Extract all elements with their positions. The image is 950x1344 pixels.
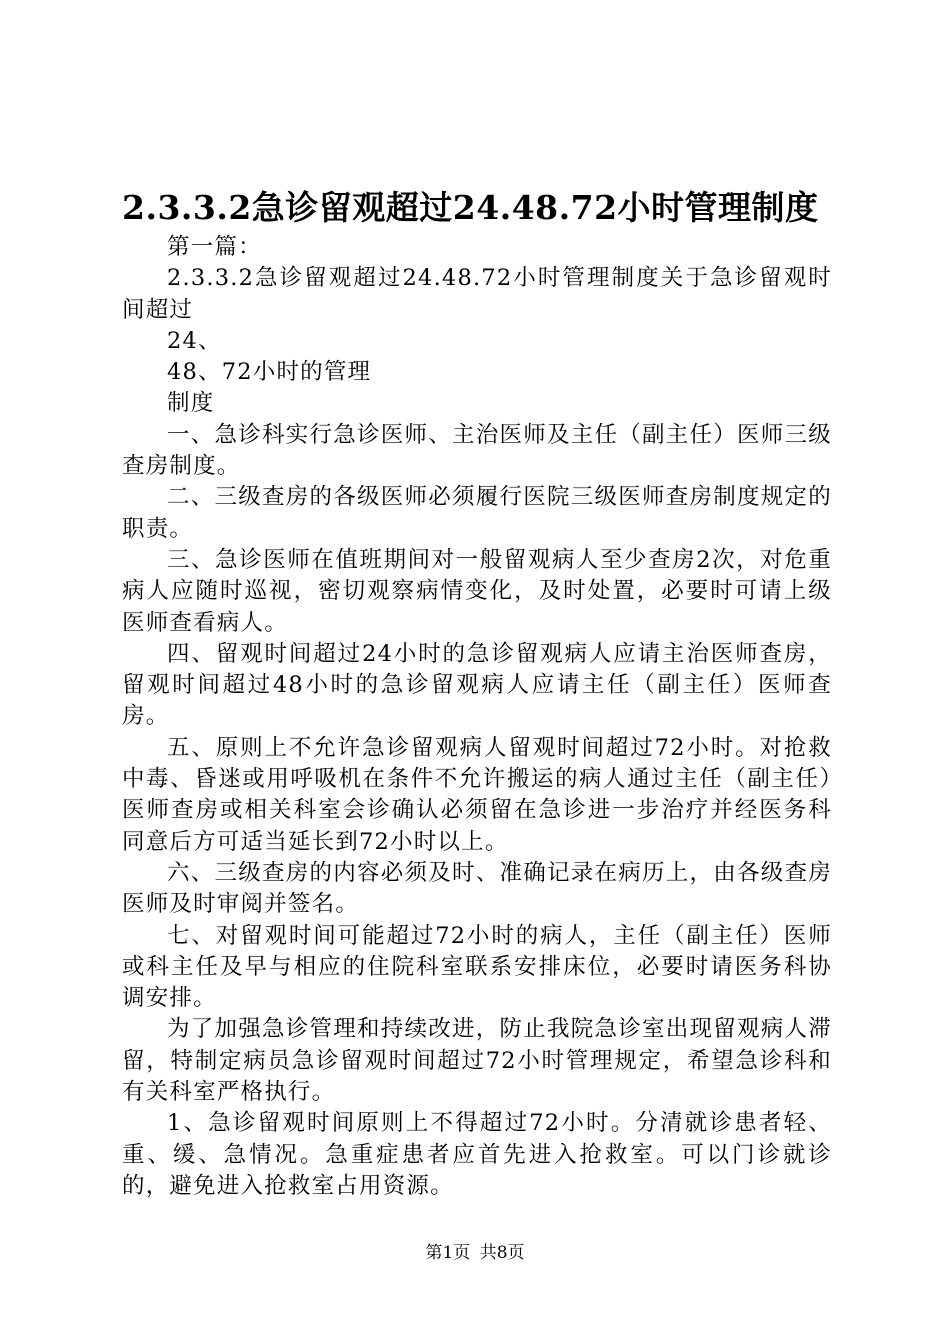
paragraph-item-1: 1、急诊留观时间原则上不得超过72小时。分清就诊患者轻、重、缓、急情况。急重症患者应首先进入抢救室。可以门诊就诊的，避免进入抢救室占用资源。 [122,1110,832,1199]
document-title: 2.3.3.2急诊留观超过24.48.72小时管理制度 [122,188,819,227]
paragraph-purpose: 为了加强急诊管理和持续改进，防止我院急诊室出现留观病人滞留，特制定病员急诊留观时间超过72小时管理规定，希望急诊科和有关科室严格执行。 [122,1016,832,1106]
paragraph-intro: 2.3.3.2急诊留观超过24.48.72小时管理制度关于急诊留观时间超过 [122,265,832,323]
paragraph-rule-7: 七、对留观时间可能超过72小时的病人，主任（副主任）医师或科主任及早与相应的住院科室联系安排床位，必要时请医务科协调安排。 [122,922,832,1012]
document-body [122,232,832,1202]
paragraph-heading-part-one: 第一篇： [167,234,262,260]
page-total: 共8页 [479,1243,525,1263]
paragraph-rule-1: 一、急诊科实行急诊医师、主治医师及主任（副主任）医师三级查房制度。 [122,421,832,480]
paragraph-rule-4: 四、留观时间超过24小时的急诊留观病人应请主治医师查房，留观时间超过48小时的急诊留观病人应请主任（副主任）医师查房。 [122,640,832,730]
paragraph-rule-3: 三、急诊医师在值班期间对一般留观病人至少查房2次，对危重病人应随时巡视，密切观察病情变化，及时处置，必要时可请上级医师查看病人。 [122,546,832,636]
paragraph-fragment-system: 制度 [167,390,215,417]
paragraph-rule-5: 五、原则上不允许急诊留观病人留观时间超过72小时。对抢救中毒、昏迷或用呼吸机在条件不允许搬运的病人通过主任（副主任）医师查房或相关科室会诊确认必须留在急诊进一步治疗并经医务科同意后方可适当延长到72小时以上。 [122,734,832,855]
paragraph-fragment-24: 24、 [167,327,222,354]
page-number: 第1页 [425,1243,471,1263]
page-footer [0,1242,950,1264]
paragraph-rule-2: 二、三级查房的各级医师必须履行医院三级医师查房制度规定的职责。 [122,484,832,542]
paragraph-fragment-48-72: 48、72小时的管理 [167,359,372,386]
paragraph-rule-6: 六、三级查房的内容必须及时、准确记录在病历上，由各级查房医师及时审阅并签名。 [122,859,832,918]
